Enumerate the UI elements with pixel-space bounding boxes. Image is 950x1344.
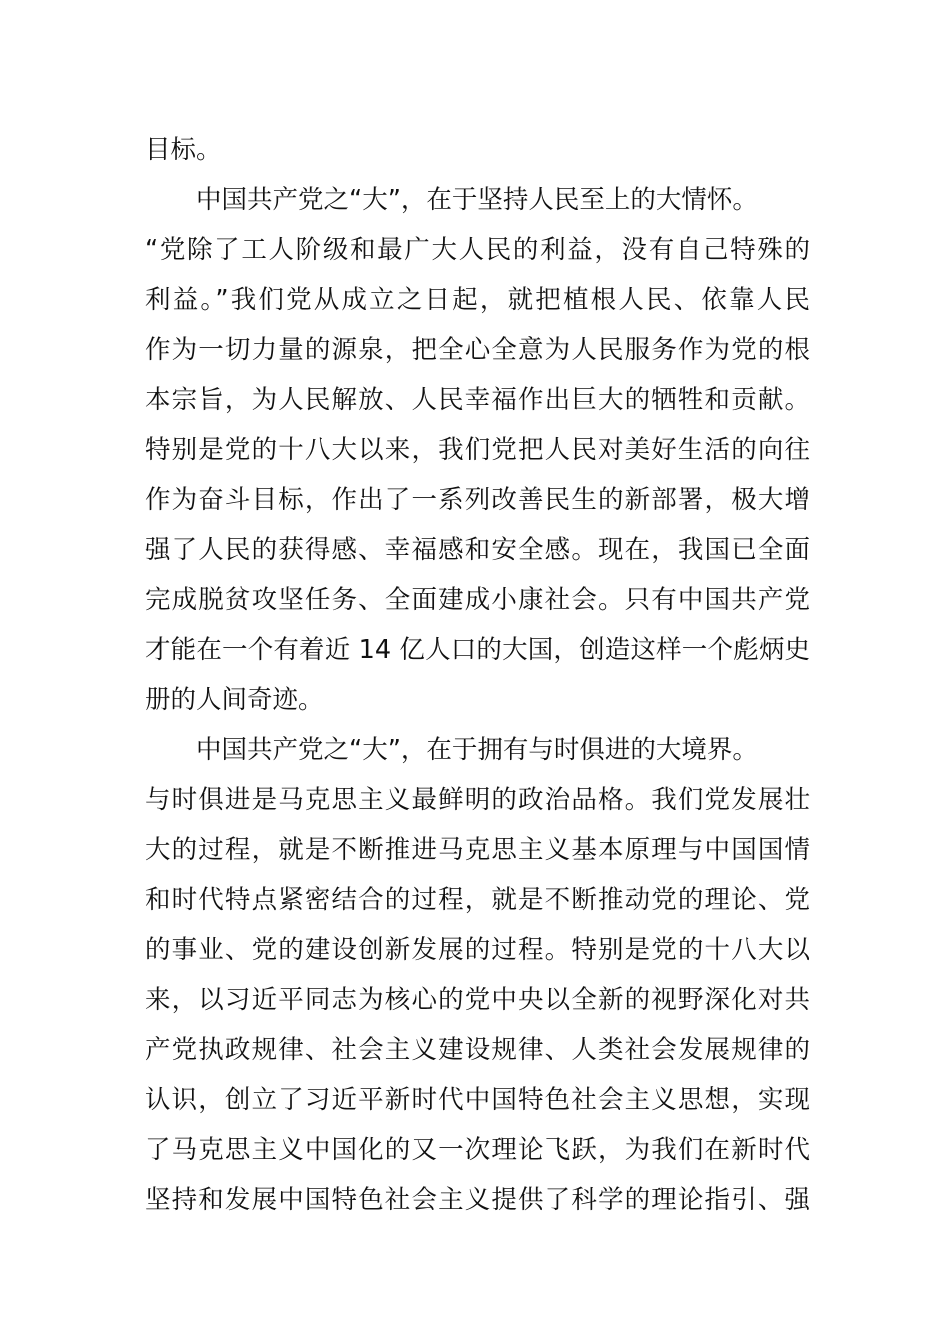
text-line: 与时俱进是马克思主义最鲜明的政治品格。我们党发展壮 xyxy=(145,785,810,815)
paragraph-first-line: 中国共产党之“大”，在于拥有与时俱进的大境界。 xyxy=(196,735,758,765)
text-line: 产党执政规律、社会主义建设规律、人类社会发展规律的 xyxy=(145,1035,810,1065)
text-line: 册的人间奇迹。 xyxy=(145,685,324,715)
text-line: 本宗旨，为人民解放、人民幸福作出巨大的牺牲和贡献。 xyxy=(145,385,810,415)
text-line: 大的过程，就是不断推进马克思主义基本原理与中国国情 xyxy=(145,835,810,865)
text-line: “党除了工人阶级和最广大人民的利益，没有自己特殊的 xyxy=(145,235,810,265)
text-line: 利益。”我们党从成立之日起，就把植根人民、依靠人民 xyxy=(145,285,810,315)
text-line: 来，以习近平同志为核心的党中央以全新的视野深化对共 xyxy=(145,985,810,1015)
text-line: 目标。 xyxy=(145,135,222,165)
text-line: 特别是党的十八大以来，我们党把人民对美好生活的向往 xyxy=(145,435,810,465)
text-line: 坚持和发展中国特色社会主义提供了科学的理论指引、强 xyxy=(145,1185,810,1215)
paragraph-first-line: 中国共产党之“大”，在于坚持人民至上的大情怀。 xyxy=(196,185,758,215)
text-line: 了马克思主义中国化的又一次理论飞跃，为我们在新时代 xyxy=(145,1135,810,1165)
document-body xyxy=(145,125,810,1225)
text-line: 认识，创立了习近平新时代中国特色社会主义思想，实现 xyxy=(145,1085,810,1115)
text-line: 作为一切力量的源泉，把全心全意为人民服务作为党的根 xyxy=(145,335,810,365)
text-line: 强了人民的获得感、幸福感和安全感。现在，我国已全面 xyxy=(145,535,810,565)
text-line: 和时代特点紧密结合的过程，就是不断推动党的理论、党 xyxy=(145,885,810,915)
text-line: 的事业、党的建设创新发展的过程。特别是党的十八大以 xyxy=(145,935,810,965)
text-line: 作为奋斗目标，作出了一系列改善民生的新部署，极大增 xyxy=(145,485,810,515)
text-line: 完成脱贫攻坚任务、全面建成小康社会。只有中国共产党 xyxy=(145,585,810,615)
text-line: 才能在一个有着近 14 亿人口的大国，创造这样一个彪炳史 xyxy=(145,635,810,665)
